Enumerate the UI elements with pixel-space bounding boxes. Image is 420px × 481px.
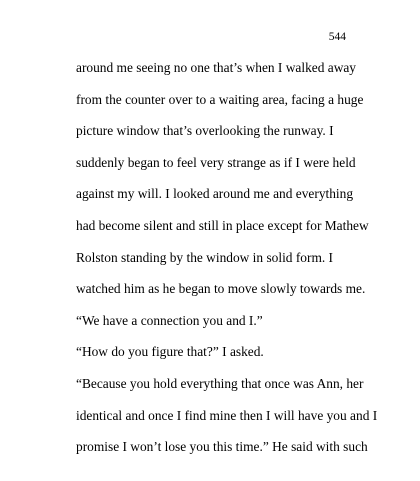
body-text bbox=[76, 60, 376, 471]
text-line: around me seeing no one that’s when I walked away bbox=[76, 60, 356, 75]
text-line: identical and once I find mine then I will have you and I bbox=[76, 407, 378, 423]
text-line: promise I won’t lose you this time.” He said with such bbox=[76, 439, 368, 455]
text-line: picture window that’s overlooking the runway. I bbox=[76, 123, 334, 139]
text-line: watched him as he began to move slowly towards me. bbox=[76, 281, 366, 297]
text-line: had become silent and still in place except for Mathew bbox=[76, 217, 369, 233]
text-line: “We have a connection you and I.” bbox=[76, 312, 263, 328]
text-line: “How do you figure that?” I asked. bbox=[76, 344, 264, 360]
text-line: against my will. I looked around me and everything bbox=[76, 186, 354, 202]
text-line: from the counter over to a waiting area, facing a huge bbox=[76, 91, 364, 107]
text-line: “Because you hold everything that once was Ann, her bbox=[76, 375, 364, 391]
text-line: suddenly began to feel very strange as if I were held bbox=[76, 154, 356, 170]
page-number: 544 bbox=[328, 31, 346, 43]
text-line: Rolston standing by the window in solid form. I bbox=[76, 249, 334, 265]
